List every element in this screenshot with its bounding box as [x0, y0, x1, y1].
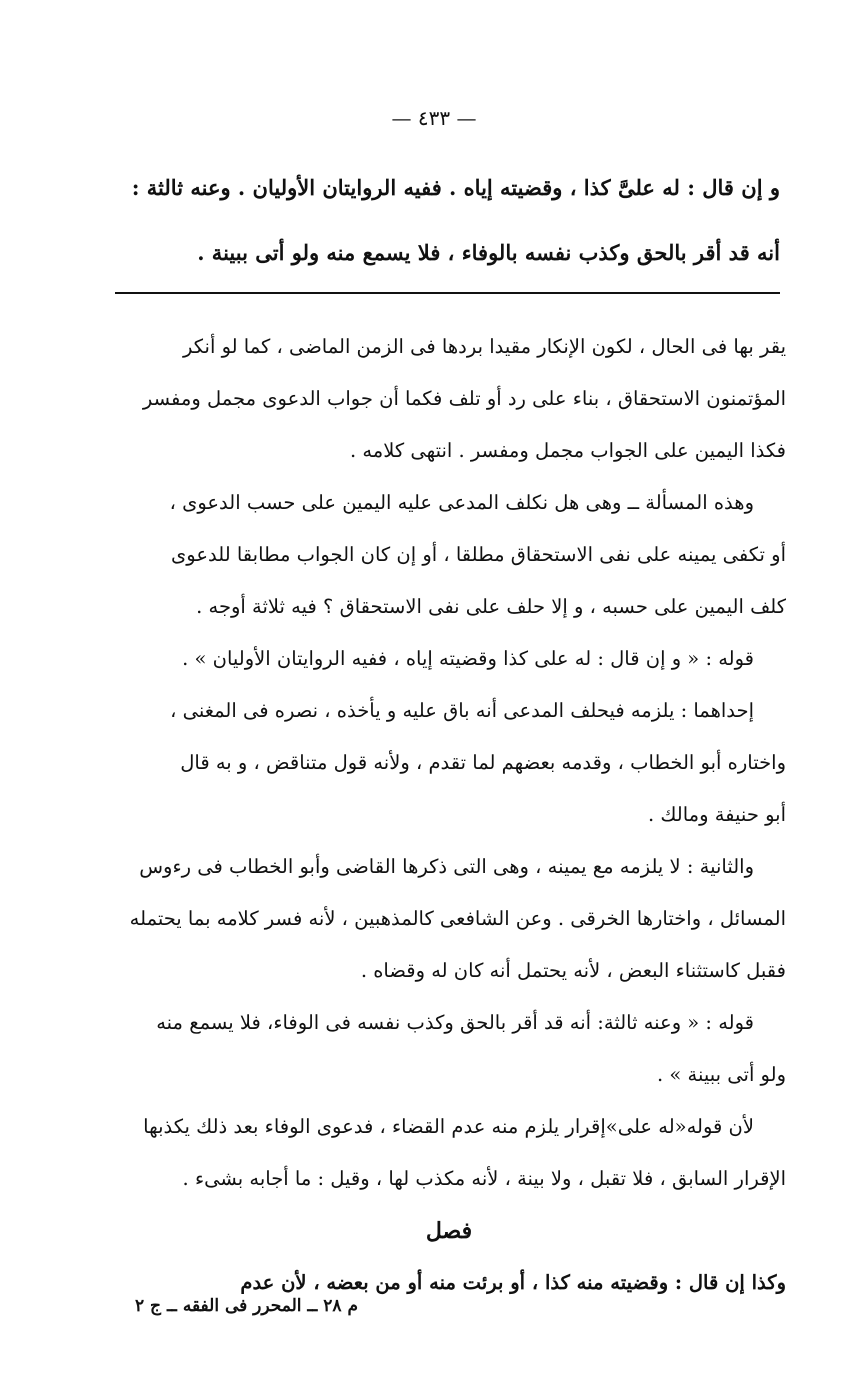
- commentary-line: إحداهما : يلزمه فيحلف المدعى أنه باق عليه و يأخذه ، نصره فى المغنى ،: [170, 699, 754, 722]
- quoted-matn-line: ولو أتى ببينة » .: [657, 1063, 786, 1086]
- commentary-line: لأن قوله«له على»إقرار يلزم منه عدم القضاء ، فدعوى الوفاء بعد ذلك يكذبها: [143, 1115, 754, 1138]
- matn-line: وكذا إن قال : وقضيته منه كذا ، أو برئت منه أو من بعضه ، لأن عدم: [240, 1271, 786, 1294]
- commentary-line: واختاره أبو الخطاب ، وقدمه بعضهم لما تقدم ، ولأنه قول متناقض ، و به قال: [180, 751, 786, 774]
- commentary-line: يقر بها فى الحال ، لكون الإنكار مقيدا بردها فى الزمن الماضى ، كما لو أنكر: [183, 335, 786, 358]
- quoted-matn-line: قوله : « وعنه ثالثة: أنه قد أقر بالحق وكذب نفسه فى الوفاء، فلا يسمع منه: [156, 1011, 754, 1034]
- commentary-line: المؤتمنون الاستحقاق ، بناء على رد أو تلف فكما أن جواب الدعوى مجمل ومفسر: [142, 387, 786, 410]
- commentary-text: [112, 321, 786, 1309]
- matn-line: أنه قد أقر بالحق وكذب نفسه بالوفاء ، فلا يسمع منه ولو أتى ببينة .: [197, 240, 780, 265]
- page-number: — ٤٣٣ —: [391, 106, 477, 130]
- commentary-line: كلف اليمين على حسبه ، و إلا حلف على نفى الاستحقاق ؟ فيه ثلاثة أوجه .: [196, 595, 786, 618]
- commentary-line: الإقرار السابق ، فلا تقبل ، ولا بينة ، لأنه مكذب لها ، وقيل : ما أجابه بشىء .: [182, 1167, 786, 1190]
- commentary-line: أبو حنيفة ومالك .: [647, 803, 786, 826]
- quoted-matn-line: قوله : « و إن قال : له على كذا وقضيته إياه ، ففيه الروايتان الأوليان » .: [182, 647, 754, 670]
- section-heading: فصل: [425, 1218, 473, 1244]
- commentary-line: وهذه المسألة ــ وهى هل نكلف المدعى عليه اليمين على حسب الدعوى ،: [169, 491, 754, 514]
- commentary-line: والثانية : لا يلزمه مع يمينه ، وهى التى ذكرها القاضى وأبو الخطاب فى رءوس: [139, 855, 754, 878]
- commentary-line: فقبل كاستثناء البعض ، لأنه يحتمل أنه كان له وقضاه .: [360, 959, 786, 982]
- commentary-line: فكذا اليمين على الجواب مجمل ومفسر . انتهى كلامه .: [349, 439, 786, 462]
- matn-line: و إن قال : له علىَّ كذا ، وقضيته إياه . ففيه الروايتان الأوليان . وعنه ثالثة :: [131, 175, 780, 200]
- page-footer: م ٢٨ ــ المحرر فى الفقه ــ ج ٢: [135, 1296, 358, 1316]
- commentary-line: المسائل ، واختارها الخرقى . وعن الشافعى كالمذهبين ، لأنه فسر كلامه بما يحتمله: [129, 907, 786, 930]
- separator-rule: [115, 292, 780, 294]
- matn-text: [112, 168, 780, 298]
- commentary-line: أو تكفى يمينه على نفى الاستحقاق مطلقا ، أو إن كان الجواب مطابقا للدعوى: [171, 543, 786, 566]
